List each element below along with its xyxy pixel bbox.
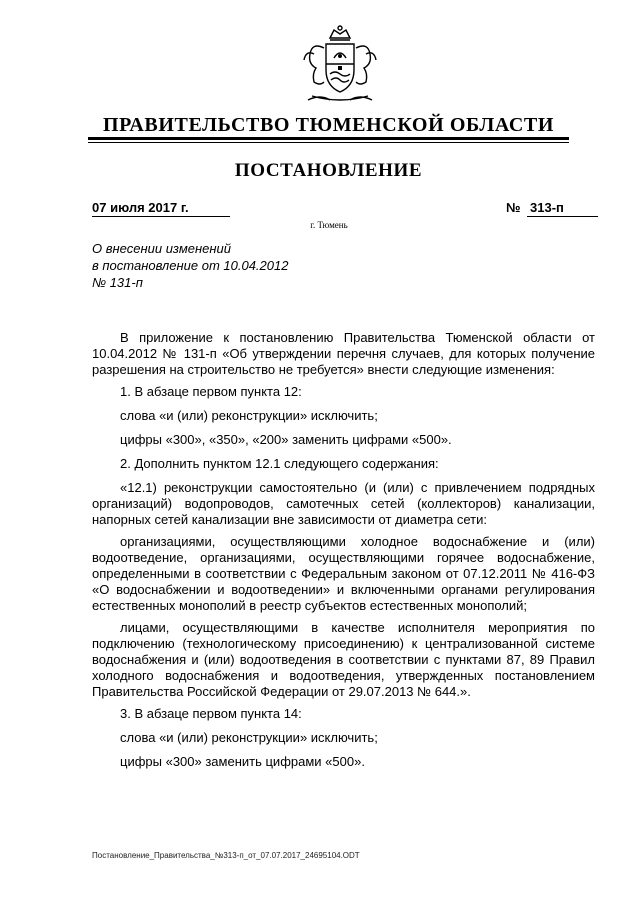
paragraph: организациями, осуществляющими холодное водоснабжение и (или) водоотведение, организациями, осуществляющими горячее водоснабжение, определенными в соответствии с Федеральным законом от 07.12.2011 № 416-ФЗ «О водоснабжении и водоотведении» и включенными органами регулирования естественных монополий в реестр субъектов естественных монополий; bbox=[92, 534, 595, 613]
subject-line: О внесении изменений bbox=[92, 241, 231, 256]
document-number: 313-п bbox=[527, 200, 598, 217]
document-type: ПОСТАНОВЛЕНИЕ bbox=[234, 160, 423, 181]
coat-of-arms-icon bbox=[300, 24, 380, 110]
subject-line: в постановление от 10.04.2012 bbox=[92, 258, 289, 273]
paragraph: 3. В абзаце первом пункта 14: bbox=[120, 706, 302, 721]
footer-filename: Постановление_Правительства_№313-п_от_07.07.2017_24695104.ODT bbox=[92, 851, 360, 860]
paragraph: слова «и (или) реконструкции» исключить; bbox=[120, 408, 378, 423]
paragraph: лицами, осуществляющими в качестве исполнителя мероприятия по подключению (технологическому присоединению) к централизованной системе водоснабжения и (или) водоотведения в соответствии с пунктами 87, 89 Правил холодного водоснабжения и водоотведения, утвержденных постановлением Правительства Российской Федерации от 29.07.2013 № 644.». bbox=[92, 620, 595, 699]
document-body bbox=[92, 330, 595, 778]
number-sign: № bbox=[506, 200, 521, 215]
paragraph: цифры «300», «350», «200» заменить цифрами «500». bbox=[120, 432, 452, 447]
paragraph: слова «и (или) реконструкции» исключить; bbox=[120, 730, 378, 745]
paragraph: «12.1) реконструкции самостоятельно (и (или) с привлечением подрядных организаций) водопроводов, самотечных сетей (коллекторов) канализации, напорных сетей канализации вне зависимости от диаметра сети: bbox=[92, 480, 595, 527]
subject-line: № 131-п bbox=[92, 275, 143, 290]
paragraph: В приложение к постановлению Правительства Тюменской области от 10.04.2012 № 131-п «Об утверждении перечня случаев, для которых получение разрешения на строительство не требуется» внести следующие изменения: bbox=[92, 330, 595, 377]
header-rule-thin bbox=[88, 142, 569, 143]
document-subject bbox=[92, 240, 288, 291]
city: г. Тюмень bbox=[310, 220, 348, 230]
document-date: 07 июля 2017 г. bbox=[92, 200, 230, 217]
paragraph: 2. Дополнить пунктом 12.1 следующего содержания: bbox=[120, 456, 439, 471]
paragraph: цифры «300» заменить цифрами «500». bbox=[120, 754, 365, 769]
paragraph: 1. В абзаце первом пункта 12: bbox=[120, 384, 302, 399]
header-rule-thick bbox=[88, 137, 569, 140]
organization-title: ПРАВИТЕЛЬСТВО ТЮМЕНСКОЙ ОБЛАСТИ bbox=[102, 114, 555, 136]
